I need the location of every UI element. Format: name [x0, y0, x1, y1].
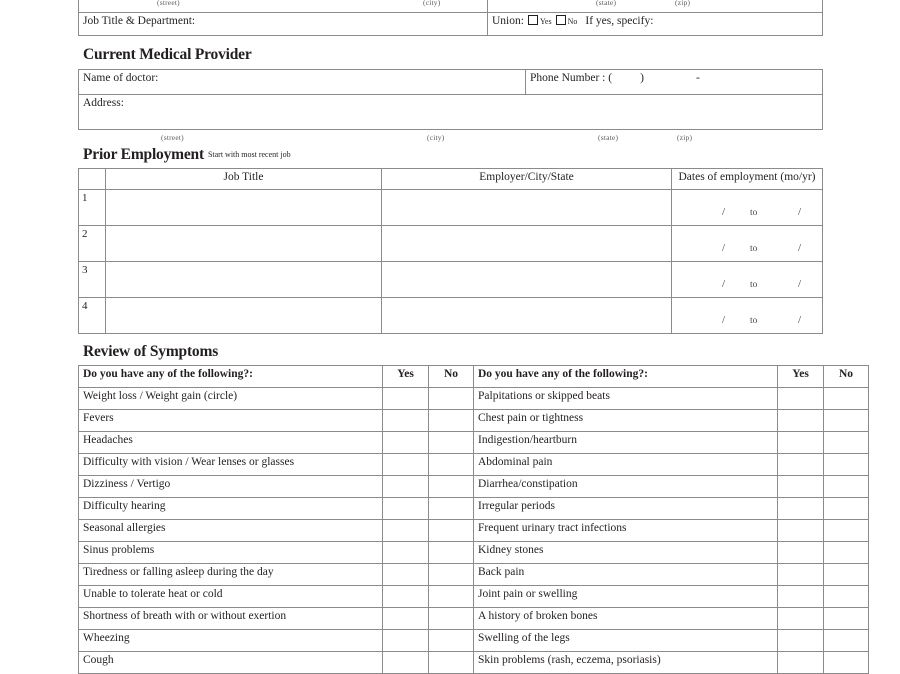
yes-header-left: Yes	[383, 366, 429, 388]
symptom-yes-checkbox-right[interactable]	[778, 608, 824, 630]
union-no-checkbox[interactable]	[556, 15, 566, 25]
phone-close-paren: )	[640, 72, 644, 84]
symptom-no-checkbox-right[interactable]	[824, 630, 869, 652]
symptom-no-checkbox-left[interactable]	[429, 542, 474, 564]
row-number: 1	[79, 190, 106, 226]
prior-employment-subtitle: Start with most recent job	[207, 150, 291, 159]
col-header-employer: Employer/City/State	[382, 169, 672, 190]
table-row	[79, 388, 869, 410]
symptom-label-left: Difficulty with vision / Wear lenses or glasses	[79, 454, 383, 476]
symptom-label-left: Shortness of breath with or without exertion	[79, 608, 383, 630]
symptom-label-left: Seasonal allergies	[79, 520, 383, 542]
symptom-label-left: Weight loss / Weight gain (circle)	[79, 388, 383, 410]
col-header-dates: Dates of employment (mo/yr)	[672, 169, 823, 190]
symptom-yes-checkbox-left[interactable]	[383, 498, 429, 520]
symptom-yes-checkbox-right[interactable]	[778, 542, 824, 564]
date-from-slash: /	[722, 206, 726, 219]
caption-zip: (zip)	[675, 0, 691, 7]
current-medical-provider-table	[78, 69, 823, 130]
symptom-yes-checkbox-left[interactable]	[383, 564, 429, 586]
symptom-label-left: Unable to tolerate heat or cold	[79, 586, 383, 608]
symptom-yes-checkbox-left[interactable]	[383, 432, 429, 454]
symptom-label-right: Back pain	[474, 564, 778, 586]
symptom-no-checkbox-left[interactable]	[429, 564, 474, 586]
address-captions-left-cell	[79, 0, 488, 13]
job-title-input[interactable]	[106, 190, 382, 226]
address-captions-right	[488, 0, 822, 12]
provider-address-captions	[78, 130, 823, 144]
symptom-yes-checkbox-left[interactable]	[383, 630, 429, 652]
caption-city: (city)	[423, 0, 441, 7]
job-title-union-row	[79, 13, 823, 36]
symptom-no-checkbox-left[interactable]	[429, 652, 474, 674]
symptom-no-checkbox-right[interactable]	[824, 542, 869, 564]
date-from-slash: /	[722, 278, 726, 291]
date-to-word: to	[750, 208, 758, 219]
date-until-slash: /	[798, 206, 802, 219]
symptom-no-checkbox-right[interactable]	[824, 520, 869, 542]
symptom-no-checkbox-left[interactable]	[429, 454, 474, 476]
table-row	[79, 630, 869, 652]
row-number: 3	[79, 262, 106, 298]
provider-caption-zip: (zip)	[677, 133, 693, 142]
symptom-no-checkbox-right[interactable]	[824, 586, 869, 608]
symptom-label-right: Joint pain or swelling	[474, 586, 778, 608]
table-row	[79, 226, 823, 262]
symptom-no-checkbox-right[interactable]	[824, 498, 869, 520]
table-row	[79, 542, 869, 564]
symptom-yes-checkbox-right[interactable]	[778, 432, 824, 454]
employer-input[interactable]	[382, 190, 672, 226]
table-row	[79, 586, 869, 608]
dates-input[interactable]	[672, 262, 823, 298]
dates-range	[676, 192, 818, 220]
employer-input[interactable]	[382, 262, 672, 298]
phone-number-field[interactable]	[526, 70, 823, 95]
table-row	[79, 454, 869, 476]
doctor-phone-row	[79, 70, 823, 95]
symptom-no-checkbox-right[interactable]	[824, 564, 869, 586]
table-row	[79, 432, 869, 454]
prior-employment-table	[78, 168, 823, 334]
table-row	[79, 520, 869, 542]
employer-input[interactable]	[382, 226, 672, 262]
symptom-label-right: Indigestion/heartburn	[474, 432, 778, 454]
table-row	[79, 298, 823, 334]
date-to-word: to	[750, 244, 758, 255]
union-label: Union:	[492, 15, 524, 27]
union-yes-label: Yes	[539, 17, 552, 26]
address-captions-right-cell	[488, 0, 823, 13]
phone-dash: -	[695, 72, 700, 84]
symptom-label-right: Skin problems (rash, eczema, psoriasis)	[474, 652, 778, 674]
dates-input[interactable]	[672, 226, 823, 262]
symptom-label-right: Kidney stones	[474, 542, 778, 564]
symptom-yes-checkbox-right[interactable]	[778, 564, 824, 586]
symptom-yes-checkbox-left[interactable]	[383, 388, 429, 410]
symptom-label-left: Sinus problems	[79, 542, 383, 564]
symptom-yes-checkbox-right[interactable]	[778, 630, 824, 652]
symptom-yes-checkbox-right[interactable]	[778, 586, 824, 608]
provider-caption-street: (street)	[161, 133, 184, 142]
symptom-yes-checkbox-left[interactable]	[383, 542, 429, 564]
job-title-input[interactable]	[106, 226, 382, 262]
date-until-slash: /	[798, 242, 802, 255]
address-captions-row	[79, 0, 823, 13]
union-field[interactable]	[488, 13, 823, 36]
table-row	[79, 262, 823, 298]
symptoms-header-row	[79, 366, 869, 388]
employer-input[interactable]	[382, 298, 672, 334]
union-yes-checkbox[interactable]	[528, 15, 538, 25]
symptom-label-left: Fevers	[79, 410, 383, 432]
symptom-label-right: Swelling of the legs	[474, 630, 778, 652]
caption-street: (street)	[157, 0, 180, 7]
symptom-label-right: Diarrhea/constipation	[474, 476, 778, 498]
phone-number-label: Phone Number : (	[530, 72, 613, 84]
table-row	[79, 498, 869, 520]
table-row	[79, 652, 869, 674]
symptom-no-checkbox-right[interactable]	[824, 388, 869, 410]
symptom-label-right: Irregular periods	[474, 498, 778, 520]
symptom-no-checkbox-left[interactable]	[429, 520, 474, 542]
symptom-label-left: Tiredness or falling asleep during the day	[79, 564, 383, 586]
employment-header-table	[78, 0, 823, 36]
table-row	[79, 564, 869, 586]
table-row	[79, 190, 823, 226]
symptom-yes-checkbox-left[interactable]	[383, 476, 429, 498]
symptom-rows-body	[79, 388, 869, 674]
symptom-no-checkbox-left[interactable]	[429, 432, 474, 454]
symptom-no-checkbox-left[interactable]	[429, 410, 474, 432]
symptom-yes-checkbox-right[interactable]	[778, 476, 824, 498]
union-specify-label: If yes, specify:	[585, 15, 654, 27]
symptom-label-left: Dizziness / Vertigo	[79, 476, 383, 498]
symptom-no-checkbox-left[interactable]	[429, 630, 474, 652]
symptom-yes-checkbox-left[interactable]	[383, 520, 429, 542]
union-no-label: No	[567, 17, 578, 26]
dates-input[interactable]	[672, 298, 823, 334]
symptom-yes-checkbox-right[interactable]	[778, 410, 824, 432]
review-of-symptoms-table	[78, 365, 869, 674]
date-to-word: to	[750, 280, 758, 291]
symptom-yes-checkbox-left[interactable]	[383, 454, 429, 476]
symptom-label-left: Headaches	[79, 432, 383, 454]
symptom-no-checkbox-right[interactable]	[824, 608, 869, 630]
symptom-yes-checkbox-right[interactable]	[778, 652, 824, 674]
caption-state: (state)	[596, 0, 617, 7]
symptom-yes-checkbox-left[interactable]	[383, 652, 429, 674]
symptom-label-right: A history of broken bones	[474, 608, 778, 630]
symptom-label-right: Palpitations or skipped beats	[474, 388, 778, 410]
symptom-no-checkbox-right[interactable]	[824, 652, 869, 674]
prior-employment-heading	[83, 146, 823, 164]
current-medical-provider-heading: Current Medical Provider	[83, 46, 252, 63]
name-of-doctor-field[interactable]	[79, 70, 526, 95]
date-until-slash: /	[798, 314, 802, 327]
date-from-slash: /	[722, 314, 726, 327]
symptom-yes-checkbox-right[interactable]	[778, 498, 824, 520]
provider-caption-city: (city)	[427, 133, 445, 142]
job-title-input[interactable]	[106, 298, 382, 334]
symptom-no-checkbox-right[interactable]	[824, 410, 869, 432]
job-title-department-label: Job Title & Department:	[83, 15, 196, 27]
review-of-symptoms-heading: Review of Symptoms	[83, 343, 219, 360]
symptom-no-checkbox-left[interactable]	[429, 498, 474, 520]
symptom-label-left: Difficulty hearing	[79, 498, 383, 520]
symptom-label-right: Frequent urinary tract infections	[474, 520, 778, 542]
symptom-no-checkbox-left[interactable]	[429, 388, 474, 410]
symptom-yes-checkbox-left[interactable]	[383, 410, 429, 432]
symptom-label-left: Wheezing	[79, 630, 383, 652]
table-row	[79, 476, 869, 498]
provider-address-field[interactable]	[79, 95, 823, 130]
dates-range	[676, 264, 818, 292]
symptom-no-checkbox-right[interactable]	[824, 432, 869, 454]
prior-employment-header-row	[79, 169, 823, 190]
job-title-input[interactable]	[106, 262, 382, 298]
row-number: 2	[79, 226, 106, 262]
provider-address-label: Address:	[83, 97, 124, 109]
row-number: 4	[79, 298, 106, 334]
symptom-yes-checkbox-right[interactable]	[778, 454, 824, 476]
symptom-no-checkbox-left[interactable]	[429, 586, 474, 608]
dates-input[interactable]	[672, 190, 823, 226]
date-from-slash: /	[722, 242, 726, 255]
provider-address-row	[79, 95, 823, 130]
col-header-number	[79, 169, 106, 190]
no-header-right: No	[824, 366, 869, 388]
symptom-yes-checkbox-right[interactable]	[778, 520, 824, 542]
dates-range	[676, 228, 818, 256]
no-header-left: No	[429, 366, 474, 388]
job-title-department-field[interactable]	[79, 13, 488, 36]
col-header-job-title: Job Title	[106, 169, 382, 190]
symptom-yes-checkbox-left[interactable]	[383, 586, 429, 608]
yes-header-right: Yes	[778, 366, 824, 388]
form-sheet	[78, 0, 854, 674]
symptom-label-left: Cough	[79, 652, 383, 674]
symptom-question-header-left: Do you have any of the following?:	[79, 366, 383, 388]
date-to-word: to	[750, 316, 758, 327]
symptom-label-right: Abdominal pain	[474, 454, 778, 476]
symptom-question-header-right: Do you have any of the following?:	[474, 366, 778, 388]
symptom-yes-checkbox-left[interactable]	[383, 608, 429, 630]
name-of-doctor-label: Name of doctor:	[83, 72, 159, 84]
symptom-no-checkbox-right[interactable]	[824, 476, 869, 498]
symptom-yes-checkbox-right[interactable]	[778, 388, 824, 410]
symptom-no-checkbox-right[interactable]	[824, 454, 869, 476]
date-until-slash: /	[798, 278, 802, 291]
symptom-no-checkbox-left[interactable]	[429, 608, 474, 630]
symptom-no-checkbox-left[interactable]	[429, 476, 474, 498]
symptom-label-right: Chest pain or tightness	[474, 410, 778, 432]
address-captions-left	[79, 0, 487, 12]
dates-range	[676, 300, 818, 328]
table-row	[79, 608, 869, 630]
prior-employment-title: Prior Employment	[83, 146, 204, 163]
provider-caption-state: (state)	[598, 133, 619, 142]
table-row	[79, 410, 869, 432]
